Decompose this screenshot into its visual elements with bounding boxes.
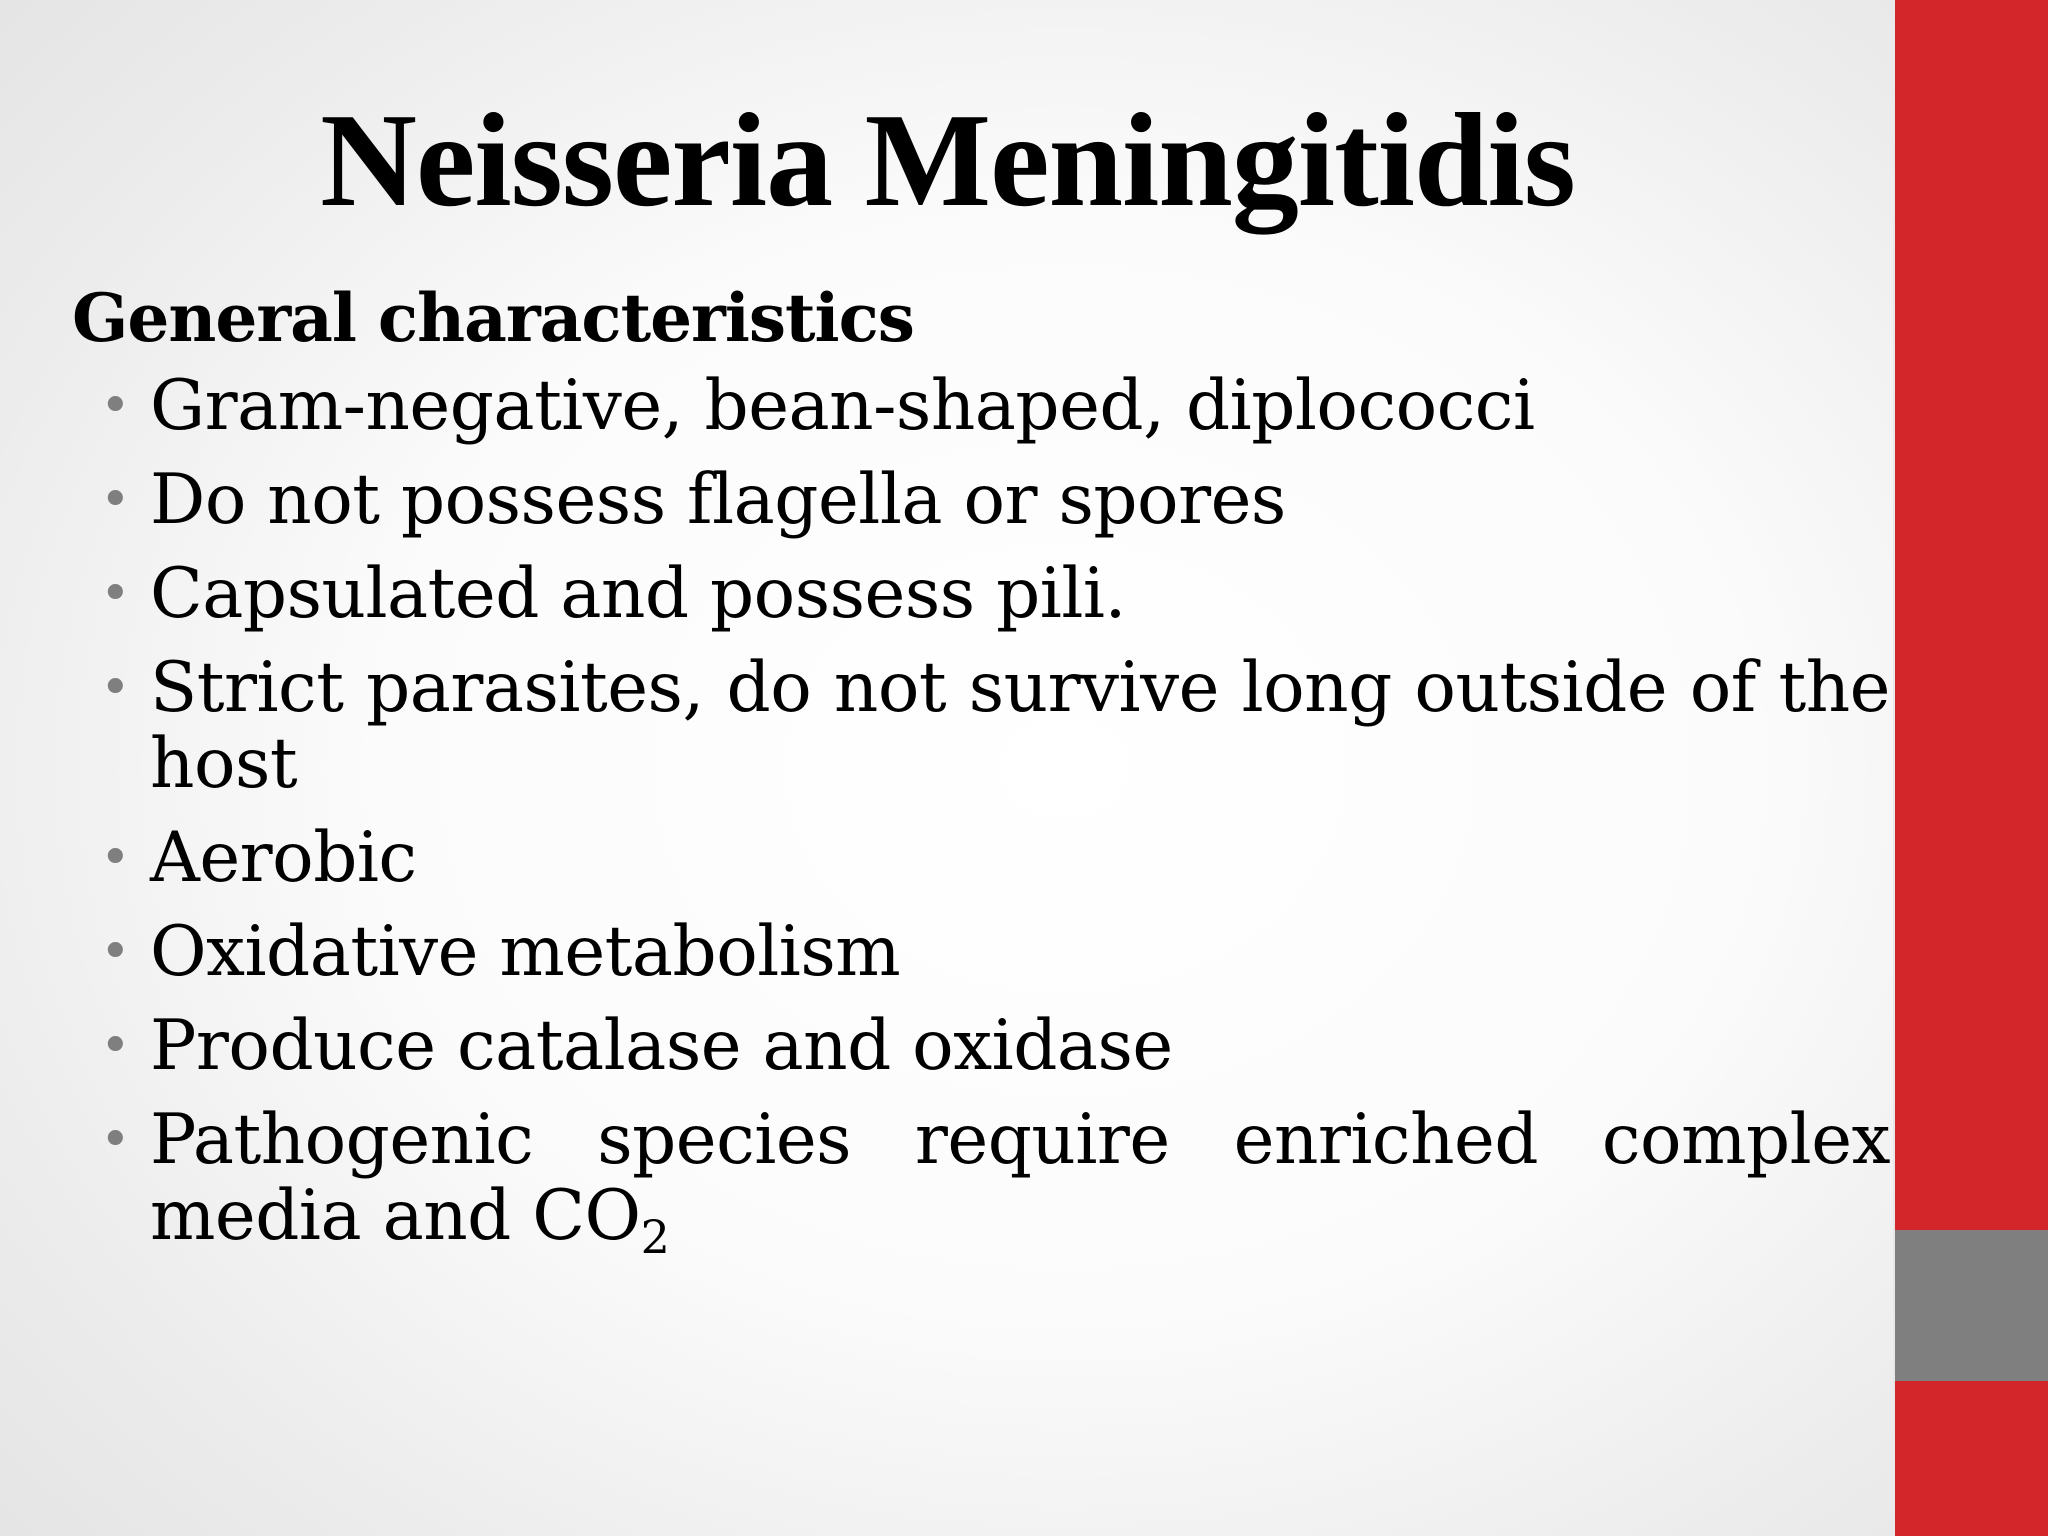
list-item — [72, 556, 1890, 632]
list-item-text: Produce catalase and oxidase — [150, 1006, 1173, 1086]
slide-body — [72, 272, 1890, 1272]
accent-bar-gray — [1895, 1230, 2048, 1381]
list-item-text: Pathogenic species require enriched complex media and CO — [150, 1100, 1890, 1256]
bullet-list — [72, 366, 1890, 1264]
slide-title: Neisseria Meningitidis — [320, 86, 1575, 234]
accent-bar-red-bottom — [1895, 1381, 2048, 1536]
bullet-dot-icon: • — [100, 658, 131, 718]
list-item — [72, 462, 1890, 538]
bullet-dot-icon: • — [100, 922, 131, 982]
list-item — [72, 914, 1890, 990]
bullet-dot-icon: • — [100, 1016, 131, 1076]
list-item — [72, 368, 1890, 444]
section-subheading: General characteristics — [72, 279, 914, 357]
list-item-text: Capsulated and possess pili. — [150, 554, 1126, 634]
list-item — [72, 820, 1890, 896]
list-item-text: Do not possess flagella or spores — [150, 460, 1286, 540]
list-item-text: Aerobic — [150, 818, 417, 898]
list-item — [72, 650, 1890, 802]
list-item — [72, 1008, 1890, 1084]
list-item — [72, 1100, 1890, 1264]
list-item-text: Gram-negative, bean-shaped, diplococci — [150, 366, 1535, 446]
bullet-dot-icon: • — [100, 564, 131, 624]
accent-bar-red-top — [1895, 0, 2048, 1230]
list-item-text: Oxidative metabolism — [150, 912, 901, 992]
bullet-dot-icon: • — [100, 376, 131, 436]
bullet-dot-icon: • — [100, 470, 131, 530]
list-item-text: Strict parasites, do not survive long outside of the host — [150, 648, 1890, 804]
bullet-dot-icon: • — [100, 828, 131, 888]
subscript-2: 2 — [640, 1210, 670, 1264]
bullet-dot-icon: • — [100, 1110, 131, 1170]
